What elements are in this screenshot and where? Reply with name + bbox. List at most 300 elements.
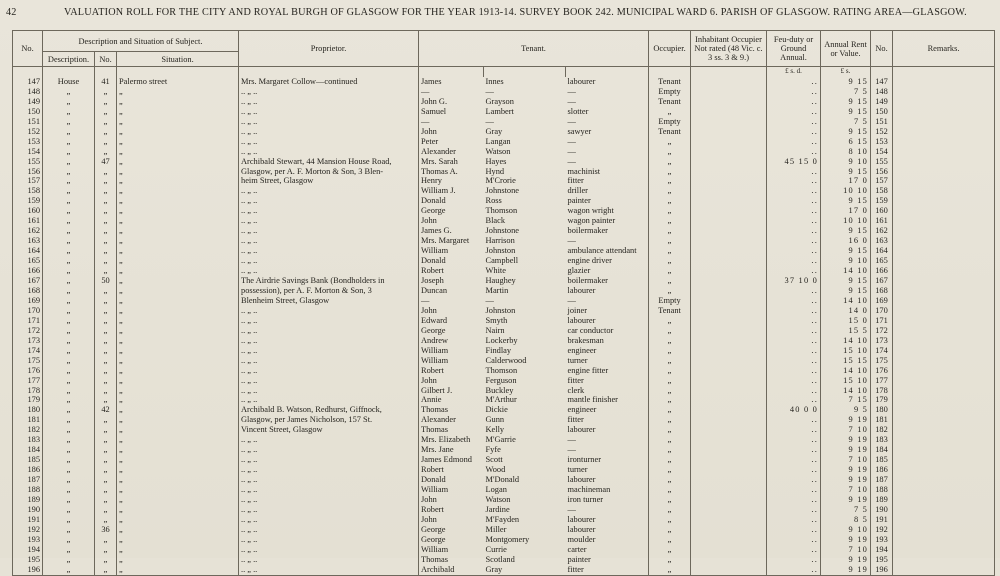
remarks-cell (893, 206, 995, 216)
remarks-cell (893, 226, 995, 236)
situation-cell: „ (117, 127, 239, 137)
remarks-cell (893, 336, 995, 346)
proprietor-cell: .. „ .. (239, 435, 419, 445)
tenant-forename-cell: Mrs. Jane (419, 445, 484, 455)
row-number-right: 179 (871, 395, 893, 405)
annual-rent-cell: 15 5 (821, 326, 871, 336)
inhabitant-occupier-cell (691, 107, 767, 117)
feu-duty-cell: .. (767, 206, 821, 216)
description-cell: „ (43, 425, 95, 435)
tenant-surname-cell: M'Arthur (485, 395, 517, 405)
feu-duty-cell: .. (767, 236, 821, 246)
description-cell: House (43, 77, 95, 87)
street-number-cell: „ (95, 475, 117, 485)
row-number-right: 152 (871, 127, 893, 137)
street-number-cell: „ (95, 186, 117, 196)
row-number-right: 156 (871, 167, 893, 177)
situation-cell: „ (117, 405, 239, 415)
units-row (13, 67, 995, 77)
proprietor-cell: Glasgow, per James Nicholson, 157 St. (239, 415, 419, 425)
tenant-occupation-cell: car conductor (566, 326, 649, 336)
tenant-forename-cell: John (419, 495, 484, 505)
tenant-surname-cell: M'Donald (485, 475, 520, 485)
annual-rent-cell: 9 15 (821, 286, 871, 296)
situation-cell: „ (117, 196, 239, 206)
tenant-forename-cell: Annie (419, 395, 484, 405)
description-cell: „ (43, 395, 95, 405)
description-cell: „ (43, 326, 95, 336)
annual-rent-cell: 9 15 (821, 276, 871, 286)
inhabitant-occupier-cell (691, 256, 767, 266)
situation-cell: „ (117, 525, 239, 535)
tenant-occupation-cell: moulder (566, 535, 649, 545)
description-cell: „ (43, 137, 95, 147)
tenant-forename-cell: James G. (419, 226, 484, 236)
tenant-forename-cell: — (419, 296, 484, 306)
remarks-cell (893, 505, 995, 515)
occupier-cell: „ (649, 485, 691, 495)
street-number-cell: „ (95, 465, 117, 475)
situation-cell: „ (117, 117, 239, 127)
tenant-forename-cell: Joseph (419, 276, 484, 286)
description-cell: „ (43, 555, 95, 565)
tenant-occupation-cell: engine driver (566, 256, 649, 266)
tenant-forename-cell: Donald (419, 256, 484, 266)
street-number-cell: „ (95, 395, 117, 405)
tenant-surname-cell: Johnstone (485, 226, 519, 236)
row-number: 182 (13, 425, 43, 435)
row-number: 159 (13, 196, 43, 206)
table-row (13, 147, 995, 157)
street-number-cell: „ (95, 376, 117, 386)
street-number-cell: „ (95, 137, 117, 147)
situation-cell: „ (117, 256, 239, 266)
inhabitant-occupier-cell (691, 336, 767, 346)
tenant-occupation-cell: engineer (566, 405, 649, 415)
situation-cell: „ (117, 336, 239, 346)
table-row (13, 545, 995, 555)
inhabitant-occupier-cell (691, 316, 767, 326)
inhabitant-occupier-cell (691, 216, 767, 226)
table-row (13, 117, 995, 127)
description-cell: „ (43, 117, 95, 127)
proprietor-cell: .. „ .. (239, 147, 419, 157)
feu-duty-cell: .. (767, 545, 821, 555)
row-number: 175 (13, 356, 43, 366)
col-annual-rent: Annual Rent or Value. (821, 31, 871, 67)
table-row (13, 216, 995, 226)
feu-duty-cell: .. (767, 555, 821, 565)
table-row (13, 435, 995, 445)
inhabitant-occupier-cell (691, 306, 767, 316)
col-street-no: No. (95, 52, 117, 67)
feu-duty-cell: .. (767, 77, 821, 87)
tenant-occupation-cell: clerk (566, 386, 649, 396)
row-number: 169 (13, 296, 43, 306)
tenant-surname-cell: — (485, 86, 494, 96)
feu-duty-cell: .. (767, 216, 821, 226)
occupier-cell: „ (649, 395, 691, 405)
description-cell: „ (43, 336, 95, 346)
street-number-cell: „ (95, 545, 117, 555)
table-row (13, 386, 995, 396)
row-number-right: 159 (871, 196, 893, 206)
tenant-occupation-cell: labourer (566, 525, 649, 535)
tenant-occupation-cell: — (566, 236, 649, 246)
tenant-occupation-cell: painter (566, 555, 649, 565)
table-row (13, 535, 995, 545)
row-number: 194 (13, 545, 43, 555)
table-row (13, 346, 995, 356)
tenant-occupation-cell: labourer (566, 77, 649, 87)
tenant-surname-cell: Montgomery (485, 534, 530, 544)
proprietor-cell: Archibald Stewart, 44 Mansion House Road, (239, 157, 419, 167)
annual-rent-cell: 7 10 (821, 455, 871, 465)
feu-duty-cell: .. (767, 107, 821, 117)
situation-cell: „ (117, 555, 239, 565)
proprietor-cell: .. „ .. (239, 186, 419, 196)
situation-cell: „ (117, 565, 239, 575)
inhabitant-occupier-cell (691, 505, 767, 515)
occupier-cell: „ (649, 276, 691, 286)
row-number-right: 171 (871, 316, 893, 326)
tenant-surname-cell: M'Garrie (485, 435, 516, 445)
row-number: 164 (13, 246, 43, 256)
tenant-surname-cell: Grayson (485, 96, 514, 106)
tenant-surname-cell: M'Crorie (485, 176, 516, 186)
row-number-right: 161 (871, 216, 893, 226)
row-number-right: 160 (871, 206, 893, 216)
inhabitant-occupier-cell (691, 226, 767, 236)
inhabitant-occupier-cell (691, 167, 767, 177)
row-number: 192 (13, 525, 43, 535)
description-cell: „ (43, 87, 95, 97)
remarks-cell (893, 246, 995, 256)
proprietor-cell: .. „ .. (239, 555, 419, 565)
inhabitant-occupier-cell (691, 276, 767, 286)
row-number-right: 168 (871, 286, 893, 296)
street-number-cell: „ (95, 226, 117, 236)
description-cell: „ (43, 535, 95, 545)
col-inhabitant-occupier: Inhabitant Occupier Not rated (48 Vic. c. 3 ss. 3 & 9.) (691, 31, 767, 67)
row-number: 178 (13, 386, 43, 396)
description-cell: „ (43, 216, 95, 226)
annual-rent-cell: 16 0 (821, 236, 871, 246)
street-number-cell: „ (95, 505, 117, 515)
tenant-forename-cell: Duncan (419, 286, 484, 296)
table-row (13, 525, 995, 535)
occupier-cell: Tenant (649, 127, 691, 137)
occupier-cell: „ (649, 525, 691, 535)
tenant-surname-cell: Johnston (485, 246, 516, 256)
tenant-occupation-cell: labourer (566, 316, 649, 326)
inhabitant-occupier-cell (691, 346, 767, 356)
tenant-surname-cell: Watson (485, 494, 511, 504)
row-number: 158 (13, 186, 43, 196)
street-number-cell: „ (95, 326, 117, 336)
tenant-surname-cell: Gray (485, 126, 503, 136)
row-number-right: 147 (871, 77, 893, 87)
tenant-surname-cell: Thomson (485, 206, 518, 216)
tenant-forename-cell: Robert (419, 266, 484, 276)
annual-rent-cell: 9 10 (821, 525, 871, 535)
tenant-occupation-cell: slotter (566, 107, 649, 117)
remarks-cell (893, 356, 995, 366)
feu-duty-cell: .. (767, 376, 821, 386)
row-number-right: 166 (871, 266, 893, 276)
situation-cell: „ (117, 386, 239, 396)
description-cell: „ (43, 445, 95, 455)
remarks-cell (893, 405, 995, 415)
row-number: 156 (13, 167, 43, 177)
annual-rent-cell: 14 10 (821, 266, 871, 276)
description-cell: „ (43, 266, 95, 276)
row-number-right: 155 (871, 157, 893, 167)
inhabitant-occupier-cell (691, 485, 767, 495)
description-cell: „ (43, 386, 95, 396)
tenant-occupation-cell: — (566, 117, 649, 127)
situation-cell: „ (117, 306, 239, 316)
annual-rent-cell: 9 15 (821, 127, 871, 137)
annual-rent-cell: 15 15 (821, 356, 871, 366)
row-number: 163 (13, 236, 43, 246)
description-cell: „ (43, 545, 95, 555)
occupier-cell: „ (649, 565, 691, 575)
row-number-right: 180 (871, 405, 893, 415)
inhabitant-occupier-cell (691, 435, 767, 445)
annual-rent-cell: 9 10 (821, 157, 871, 167)
tenant-surname-cell: Gray (484, 565, 566, 575)
situation-cell: „ (117, 485, 239, 495)
proprietor-cell: .. „ .. (239, 206, 419, 216)
feu-units: £ s. d. (767, 67, 821, 77)
remarks-cell (893, 316, 995, 326)
occupier-cell: „ (649, 196, 691, 206)
proprietor-cell: .. „ .. (239, 137, 419, 147)
inhabitant-occupier-cell (691, 515, 767, 525)
tenant-occupation-cell: joiner (566, 306, 649, 316)
row-number: 150 (13, 107, 43, 117)
row-number-right: 186 (871, 465, 893, 475)
row-number-right: 163 (871, 236, 893, 246)
row-number: 151 (13, 117, 43, 127)
situation-cell: „ (117, 296, 239, 306)
tenant-occupation-cell: sawyer (566, 127, 649, 137)
row-number: 173 (13, 336, 43, 346)
occupier-cell: „ (649, 266, 691, 276)
proprietor-cell: .. „ .. (239, 495, 419, 505)
remarks-cell (893, 435, 995, 445)
tenant-occupation-cell: — (566, 87, 649, 97)
proprietor-cell: .. „ .. (239, 545, 419, 555)
row-number-right: 175 (871, 356, 893, 366)
row-number: 195 (13, 555, 43, 565)
remarks-cell (893, 147, 995, 157)
description-cell: „ (43, 256, 95, 266)
annual-rent-cell: 14 10 (821, 296, 871, 306)
description-cell: „ (43, 505, 95, 515)
feu-duty-cell: .. (767, 445, 821, 455)
row-number: 157 (13, 176, 43, 186)
row-number: 189 (13, 495, 43, 505)
description-cell: „ (43, 246, 95, 256)
tenant-surname-cell: White (485, 266, 506, 276)
tenant-surname-cell: Kelly (485, 425, 505, 435)
tenant-forename-cell: Samuel (419, 107, 484, 117)
situation-cell: „ (117, 176, 239, 186)
feu-duty-cell: .. (767, 395, 821, 405)
row-number: 174 (13, 346, 43, 356)
tenant-surname-cell: M'Fayden (485, 514, 520, 524)
street-number-cell: „ (95, 97, 117, 107)
tenant-occupation-cell: iron turner (566, 495, 649, 505)
table-row (13, 376, 995, 386)
proprietor-cell: .. „ .. (239, 246, 419, 256)
tenant-occupation-cell: — (566, 296, 649, 306)
row-number-right: 193 (871, 535, 893, 545)
tenant-forename-cell: Archibald (419, 565, 484, 575)
situation-cell: „ (117, 475, 239, 485)
row-number: 186 (13, 465, 43, 475)
remarks-cell (893, 515, 995, 525)
remarks-cell (893, 326, 995, 336)
street-number-cell: „ (95, 435, 117, 445)
inhabitant-occupier-cell (691, 137, 767, 147)
inhabitant-occupier-cell (691, 545, 767, 555)
situation-cell: „ (117, 465, 239, 475)
description-cell: „ (43, 525, 95, 535)
row-number-right: 182 (871, 425, 893, 435)
tenant-surname-cell: Logan (485, 485, 507, 495)
inhabitant-occupier-cell (691, 565, 767, 575)
tenant-surname-cell: Watson (485, 146, 511, 156)
proprietor-cell: The Airdrie Savings Bank (Bondholders in (239, 276, 419, 286)
table-row (13, 356, 995, 366)
occupier-cell: „ (649, 555, 691, 565)
tenant-forename-cell: John (419, 127, 484, 137)
tenant-forename-cell: William (419, 545, 484, 555)
tenant-surname-cell: Ferguson (485, 375, 517, 385)
street-number-cell: „ (95, 356, 117, 366)
row-number-right: 150 (871, 107, 893, 117)
feu-duty-cell: .. (767, 147, 821, 157)
tenant-forename-cell: Mrs. Elizabeth (419, 435, 484, 445)
occupier-cell: Empty (649, 296, 691, 306)
situation-cell: „ (117, 415, 239, 425)
feu-duty-cell: .. (767, 535, 821, 545)
description-cell: „ (43, 186, 95, 196)
situation-cell: „ (117, 246, 239, 256)
table-row (13, 266, 995, 276)
occupier-cell: „ (649, 376, 691, 386)
annual-rent-cell: 9 15 (821, 226, 871, 236)
proprietor-cell: .. „ .. (239, 266, 419, 276)
tenant-occupation-cell: fitter (566, 376, 649, 386)
occupier-cell: „ (649, 425, 691, 435)
row-number: 170 (13, 306, 43, 316)
situation-cell: „ (117, 266, 239, 276)
situation-cell: „ (117, 505, 239, 515)
page-number: 42 (6, 7, 17, 18)
table-row (13, 196, 995, 206)
street-number-cell: „ (95, 117, 117, 127)
feu-duty-cell: .. (767, 346, 821, 356)
inhabitant-occupier-cell (691, 206, 767, 216)
row-number: 148 (13, 87, 43, 97)
table-row (13, 127, 995, 137)
remarks-cell (893, 276, 995, 286)
tenant-forename-cell: Peter (419, 137, 484, 147)
inhabitant-occupier-cell (691, 386, 767, 396)
occupier-cell: „ (649, 137, 691, 147)
feu-duty-cell: .. (767, 485, 821, 495)
situation-cell: „ (117, 346, 239, 356)
tenant-surname-cell: — (485, 116, 494, 126)
remarks-cell (893, 525, 995, 535)
street-number-cell: „ (95, 266, 117, 276)
proprietor-cell: .. „ .. (239, 455, 419, 465)
occupier-cell: „ (649, 415, 691, 425)
inhabitant-occupier-cell (691, 97, 767, 107)
street-number-cell: „ (95, 87, 117, 97)
situation-cell: „ (117, 435, 239, 445)
row-number: 162 (13, 226, 43, 236)
col-occupier: Occupier. (649, 31, 691, 67)
proprietor-cell: .. „ .. (239, 256, 419, 266)
feu-duty-cell: .. (767, 356, 821, 366)
tenant-occupation-cell: — (566, 505, 649, 515)
remarks-cell (893, 475, 995, 485)
remarks-cell (893, 266, 995, 276)
table-row (13, 186, 995, 196)
tenant-forename-cell: John (419, 376, 484, 386)
tenant-forename-cell: William (419, 485, 484, 495)
remarks-cell (893, 186, 995, 196)
annual-rent-cell: 9 5 (821, 405, 871, 415)
occupier-cell: „ (649, 157, 691, 167)
annual-rent-cell: 9 15 (821, 97, 871, 107)
remarks-cell (893, 286, 995, 296)
tenant-forename-cell: William (419, 356, 484, 366)
proprietor-cell: .. „ .. (239, 216, 419, 226)
tenant-occupation-cell: driller (566, 186, 649, 196)
inhabitant-occupier-cell (691, 445, 767, 455)
feu-duty-cell: .. (767, 117, 821, 127)
description-cell: „ (43, 475, 95, 485)
feu-duty-cell: .. (767, 415, 821, 425)
street-number-cell: „ (95, 366, 117, 376)
row-number: 152 (13, 127, 43, 137)
occupier-cell: Tenant (649, 77, 691, 87)
tenant-surname-cell: Black (485, 216, 506, 226)
description-cell: „ (43, 127, 95, 137)
annual-rent-cell: 7 15 (821, 395, 871, 405)
description-cell: „ (43, 157, 95, 167)
remarks-cell (893, 565, 995, 575)
feu-duty-cell: 45 15 0 (767, 157, 821, 167)
col-no: No. (13, 31, 43, 67)
row-number: 171 (13, 316, 43, 326)
situation-cell: „ (117, 366, 239, 376)
row-number-right: 149 (871, 97, 893, 107)
street-number-cell: „ (95, 127, 117, 137)
row-number-right: 177 (871, 376, 893, 386)
street-number-cell: „ (95, 216, 117, 226)
feu-duty-cell: .. (767, 505, 821, 515)
table-row (13, 206, 995, 216)
remarks-cell (893, 545, 995, 555)
occupier-cell: „ (649, 535, 691, 545)
